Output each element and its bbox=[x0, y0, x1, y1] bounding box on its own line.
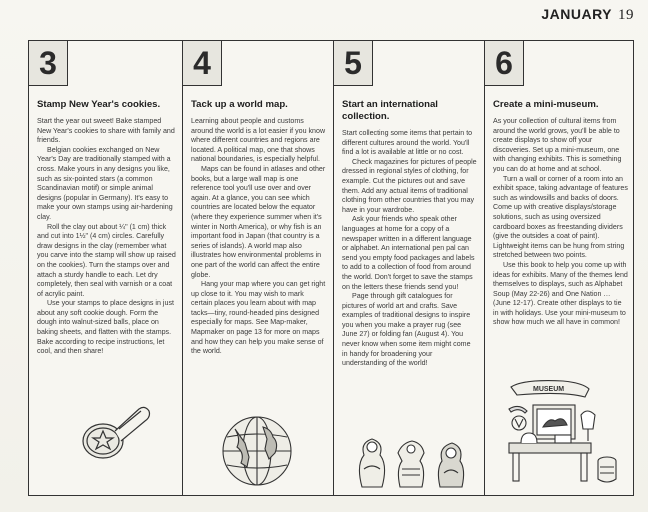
paragraph: Page through gift catalogues for pictures of world art and crafts. Save examples of traditional designs to inspire you when you make a prayer rug (see June 27) or folding fan (August 4). You never know when some item might come in handy for broadening your understanding of the world! bbox=[342, 292, 471, 368]
activity-title: Tack up a world map. bbox=[191, 99, 288, 110]
day-column-3 bbox=[29, 41, 182, 495]
activity-body bbox=[342, 129, 478, 369]
running-head bbox=[541, 6, 634, 24]
day-column-4 bbox=[182, 41, 333, 495]
day-column-6 bbox=[484, 41, 635, 495]
paragraph: Maps can be found in atlases and other books, but a large wall map is one reference tool you'll use over and over again. At a glance, you can see which countries are located below the equator (where they experience summer when it's winter in North America), or why fish is an important food in Japan (that country is a series of islands). A world map also illustrates how environmental problems in one part of the world can affect the entire globe. bbox=[191, 164, 326, 279]
paragraph: Use this book to help you come up with ideas for exhibits. Many of the themes lend themselves to displays, such as Alphabet Soup (May 22-26) and One Nation … (June 12-17). Create other displays to tie in with holidays. Use your mini-museum to show how much we all have in common! bbox=[493, 260, 628, 327]
paragraph: As your collection of cultural items from around the world grows, you'll be able to create displays to show off your discoveries. Set up a mini-museum, one with changing exhibits. This is something you can do at home and at school. bbox=[493, 117, 622, 173]
paragraph: Start the year out sweet! Bake stamped New Year's cookies to share with family and friends. bbox=[37, 117, 175, 145]
page-number: 19 bbox=[618, 7, 634, 23]
paragraph: Belgian cookies exchanged on New Year's Day are traditionally stamped with a cross. Make yours in any designs you like, such as six-pointed stars (a common Scandinavian motif) or simple animal designs (popular in Germany). It's easy to make your own stamps using air-hardening clay. bbox=[37, 145, 173, 221]
activity-body bbox=[37, 117, 176, 357]
day-number: 4 bbox=[183, 41, 222, 86]
day-number: 5 bbox=[334, 41, 373, 86]
activity-title: Create a mini-museum. bbox=[493, 99, 599, 110]
calendar-frame bbox=[28, 40, 634, 496]
nesting-dolls-icon bbox=[352, 425, 472, 489]
day-number: 6 bbox=[485, 41, 524, 86]
activity-title: Start an international collection. bbox=[342, 99, 438, 122]
paragraph: Learning about people and customs around the world is a lot easier if you know where different countries and regions are located. A political map, one that shows national boundaries, is especially helpful. bbox=[191, 117, 326, 164]
day-number: 3 bbox=[29, 41, 68, 86]
paragraph: Start collecting some items that pertain to different cultures around the world. You'll find a lot is available at little or no cost. bbox=[342, 129, 473, 157]
day-column-5 bbox=[333, 41, 484, 495]
paragraph: Use your stamps to place designs in just about any soft cookie dough. Form the dough into walnut-sized balls, place on baking sheets, and flatten with the stamps. Bake according to recipe instructions, let cool, and then share! bbox=[37, 299, 174, 356]
globe-icon bbox=[219, 413, 295, 489]
activity-body bbox=[191, 117, 327, 357]
paragraph: Ask your friends who speak other languages at home for a copy of a newspaper written in a different language or alphabet. An international pen pal can send you empty food packages and labels to add to a collection of food from around the world. Don't forget to save the stamps on the letters these friends send you! bbox=[342, 215, 475, 291]
museum-display-icon bbox=[503, 379, 621, 487]
paragraph: Hang your map where you can get right up close to it. You may wish to mark certain places you learn about with map tacks—tiny, round-headed pins designed especially for maps. See Map-maker, Mapmaker on page 13 for more on maps and how they can help you make sense of the world. bbox=[191, 280, 326, 356]
month-heading: JANUARY bbox=[541, 6, 612, 22]
museum-sign-text: MUSEUM bbox=[533, 386, 565, 393]
paragraph: Check magazines for pictures of people dressed in regional styles of clothing, for example. Cut the pictures out and save them. Add any actual items of traditional clothing from other countries that you may have in your wardrobe. bbox=[342, 157, 477, 214]
paragraph: Roll the clay out about ¼" (1 cm) thick and cut into 1½" (4 cm) circles. Carefully draw designs in the clay (remember what you carve into the stamp will show up raised on the cookies). Turn the stamps over and attach a sturdy handle to each. Let dry completely, then seal with varnish or a coat of acrylic paint. bbox=[37, 222, 176, 298]
cookie-stamp-icon bbox=[79, 401, 155, 467]
activity-title: Stamp New Year's cookies. bbox=[37, 99, 161, 110]
paragraph: Turn a wall or corner of a room into an exhibit space, taking advantage of features such as windowsills and backs of doors. Come up with creative displays/storage solutions, such as using oversized cardboard boxes as freestanding dividers (give the outsides a coat of paint). Lightweight items can be hung from string stretched between two points. bbox=[493, 174, 628, 260]
activity-body bbox=[493, 117, 629, 328]
